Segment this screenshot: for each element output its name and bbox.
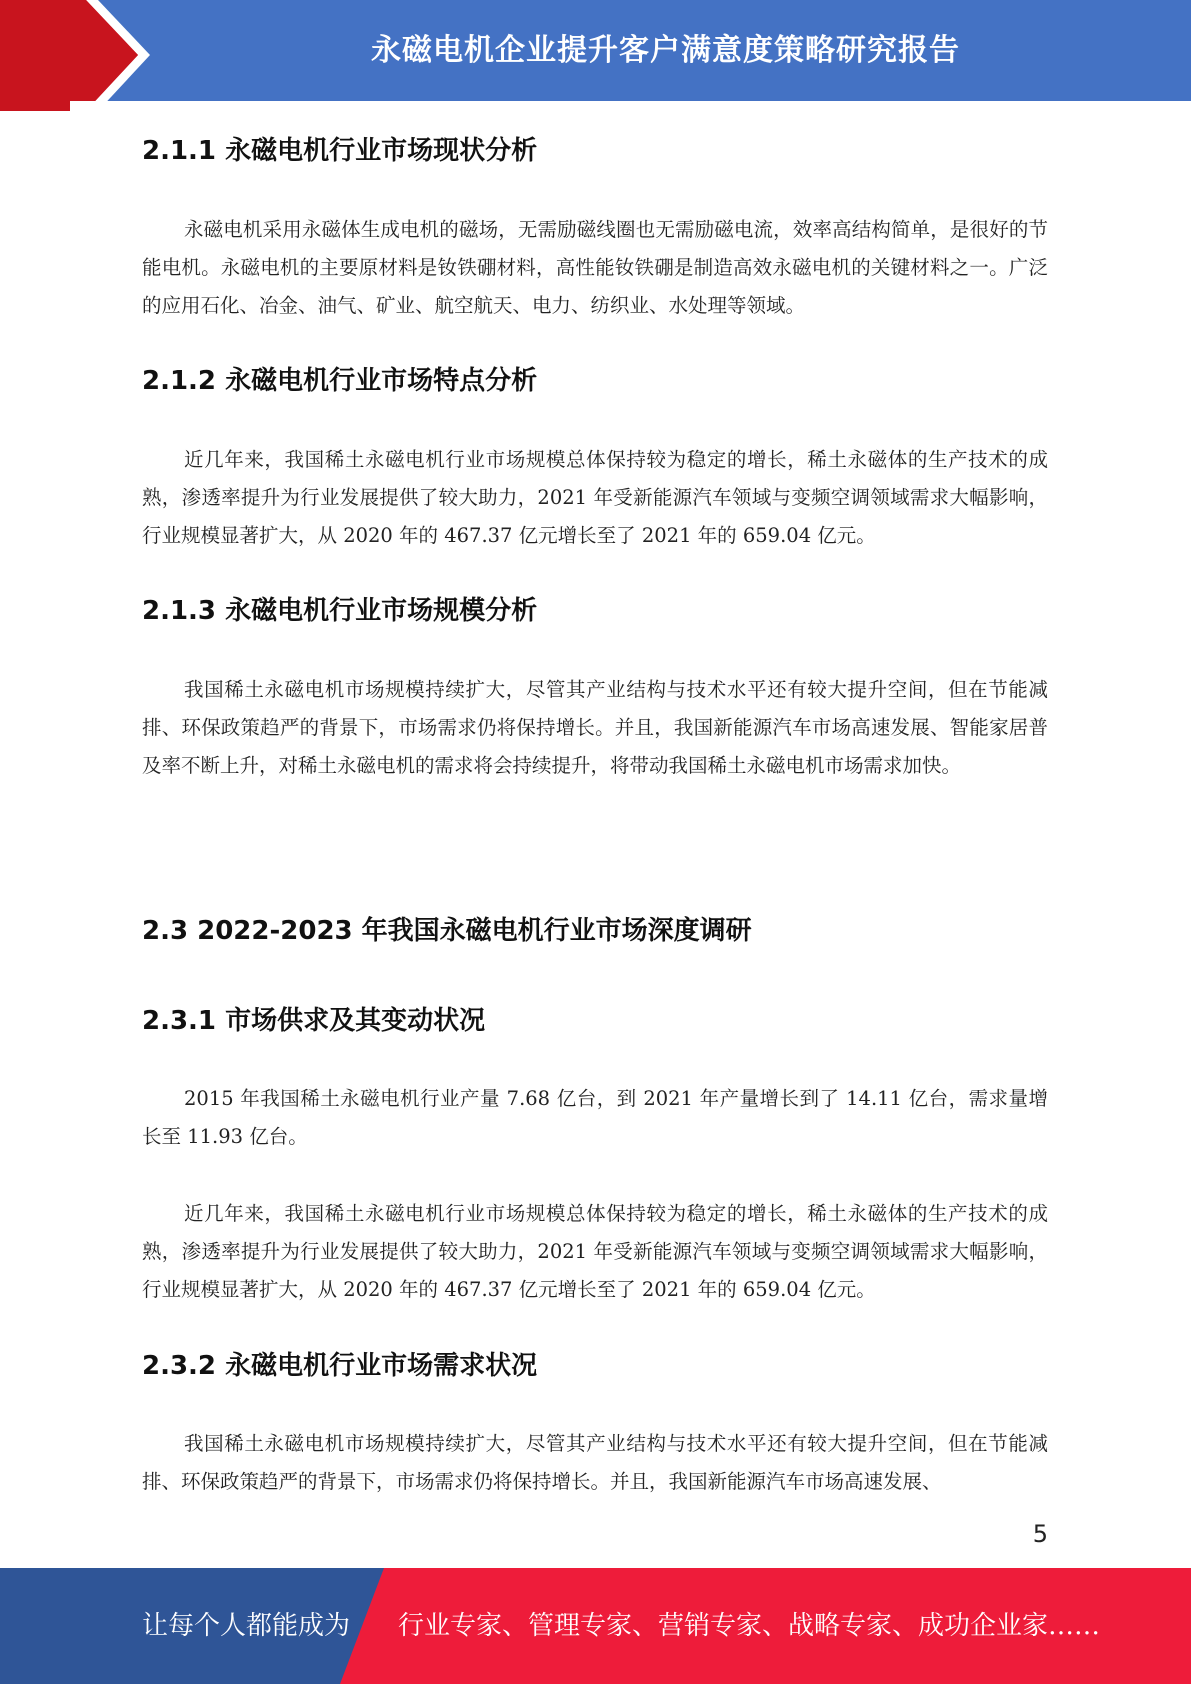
report-title: 永磁电机企业提升客户满意度策略研究报告 [371, 33, 960, 68]
page-number: 5 [1032, 1520, 1048, 1548]
heading-2-3-1: 2.3.1 市场供求及其变动状况 [142, 1006, 486, 1036]
paragraph-market-features: 近几年来，我国稀土永磁电机行业市场规模总体保持较为稳定的增长，稀土永磁体的生产技术的成熟，渗透率提升为行业发展提供了较大助力，2021 年受新能源汽车领域与变频空调领域需求大幅影响，行业规模显著扩大，从 2020 年的 467.37 亿元增长至了 2021 年的 659.04 亿元。 [142, 448, 1048, 547]
footer-banner [0, 1568, 1191, 1684]
paragraph-market-demand: 我国稀土永磁电机市场规模持续扩大，尽管其产业结构与技术水平还有较大提升空间，但在节能减排、环保政策趋严的背景下，市场需求仍将保持增长。并且，我国新能源汽车市场高速发展、 [142, 1432, 1048, 1493]
footer-slogan-left: 让每个人都能成为 [142, 1611, 351, 1641]
heading-2-3-2: 2.3.2 永磁电机行业市场需求状况 [142, 1351, 538, 1381]
footer-slogan-right: 行业专家、管理专家、营销专家、战略专家、成功企业家…… [398, 1611, 1101, 1641]
heading-2-3: 2.3 2022-2023 年我国永磁电机行业市场深度调研 [142, 916, 752, 946]
paragraph-market-status: 永磁电机采用永磁体生成电机的磁场，无需励磁线圈也无需励磁电流，效率高结构简单，是很好的节能电机。永磁电机的主要原材料是钕铁硼材料，高性能钕铁硼是制造高效永磁电机的关键材料之一。广泛的应用石化、冶金、油气、矿业、航空航天、电力、纺织业、水处理等领域。 [142, 218, 1048, 317]
paragraph-market-growth: 近几年来，我国稀土永磁电机行业市场规模总体保持较为稳定的增长，稀土永磁体的生产技术的成熟，渗透率提升为行业发展提供了较大助力，2021 年受新能源汽车领域与变频空调领域需求大幅影响，行业规模显著扩大，从 2020 年的 467.37 亿元增长至了 2021 年的 659.04 亿元。 [142, 1202, 1048, 1301]
header-banner [0, 0, 1191, 111]
heading-2-1-3: 2.1.3 永磁电机行业市场规模分析 [142, 596, 538, 626]
heading-2-1-1: 2.1.1 永磁电机行业市场现状分析 [142, 136, 538, 166]
paragraph-supply-demand: 2015 年我国稀土永磁电机行业产量 7.68 亿台，到 2021 年产量增长到了 14.11 亿台，需求量增长至 11.93 亿台。 [142, 1087, 1048, 1148]
paragraph-market-scale: 我国稀土永磁电机市场规模持续扩大，尽管其产业结构与技术水平还有较大提升空间，但在节能减排、环保政策趋严的背景下，市场需求仍将保持增长。并且，我国新能源汽车市场高速发展、智能家居普及率不断上升，对稀土永磁电机的需求将会持续提升，将带动我国稀土永磁电机市场需求加快。 [142, 678, 1048, 777]
heading-2-1-2: 2.1.2 永磁电机行业市场特点分析 [142, 366, 538, 396]
